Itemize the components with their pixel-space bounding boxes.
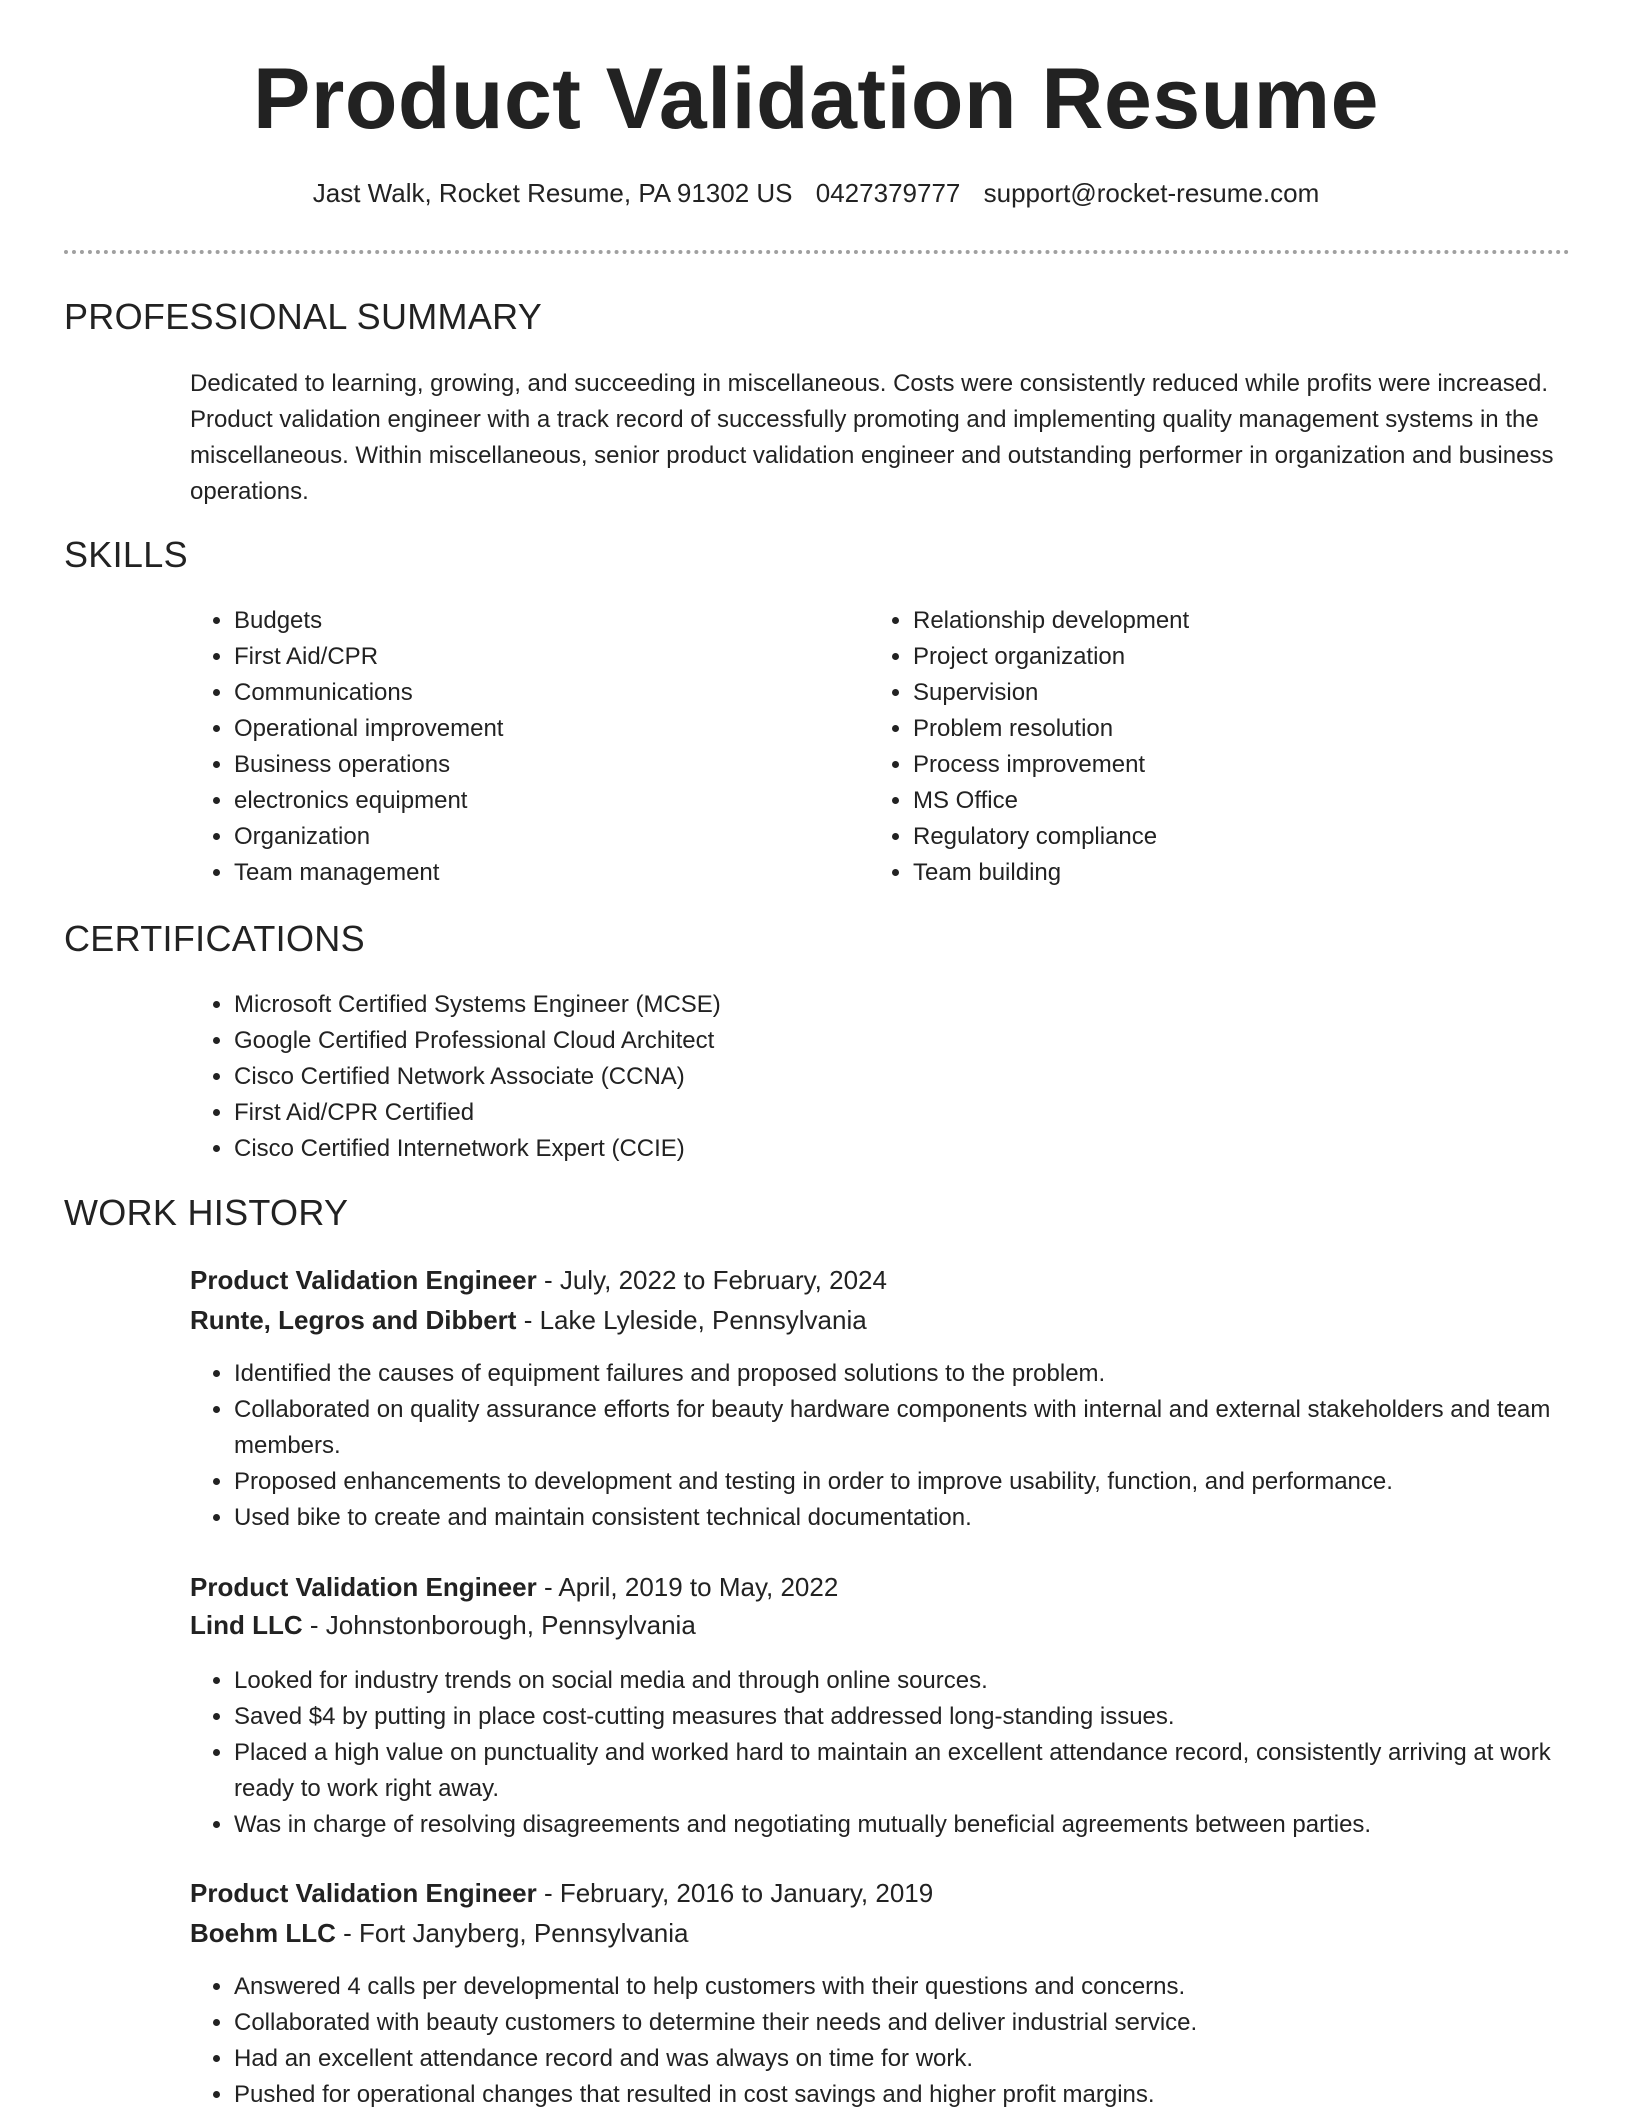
certifications-list — [190, 987, 1534, 1167]
list-item: • Team management — [234, 855, 854, 891]
job-bullets — [190, 1356, 1604, 1536]
list-item: • electronics equipment — [234, 783, 854, 819]
skills-list-left — [190, 603, 854, 891]
work-history-heading: WORK HISTORY — [64, 1192, 349, 1233]
list-item: • Proposed enhancements to development and testing in order to improve usability, function, and performance. — [234, 1464, 1604, 1500]
list-item: • Placed a high value on punctuality and worked hard to maintain an excellent attendance record, consistently arriving at work ready to work right away. — [234, 1735, 1604, 1807]
list-item: • Regulatory compliance — [913, 819, 1533, 855]
list-item: • Supervision — [913, 675, 1533, 711]
list-item: • First Aid/CPR — [234, 639, 854, 675]
list-item: • Pushed for operational changes that resulted in cost savings and higher profit margins. — [234, 2077, 1604, 2113]
summary-text: Dedicated to learning, growing, and succeeding in miscellaneous. Costs were consistently reduced while profits were increased. Product validation engineer with a track record of successfully promoting and implementing quality management systems in the miscellaneous. Within miscellaneous, senior product validation engineer and outstanding performer in organization and business operations. — [190, 370, 1554, 505]
job-company-line — [190, 1305, 867, 1336]
contact-address: Jast Walk, Rocket Resume, PA 91302 US — [312, 178, 793, 208]
job-location: - Johnstonborough, Pennsylvania — [302, 1610, 696, 1640]
job-dates: - July, 2022 to February, 2024 — [536, 1265, 887, 1295]
list-item: • Cisco Certified Internetwork Expert (CCIE) — [234, 1131, 1534, 1167]
list-item: • Microsoft Certified Systems Engineer (MCSE) — [234, 987, 1534, 1023]
list-item: • Was in charge of resolving disagreements and negotiating mutually beneficial agreements between parties. — [234, 1807, 1604, 1843]
job-bullets — [190, 1663, 1604, 1843]
job-location: - Lake Lyleside, Pennsylvania — [516, 1305, 867, 1335]
list-item: • Team building — [913, 855, 1533, 891]
job-title-line — [190, 1572, 838, 1603]
job-company: Boehm LLC — [190, 1918, 336, 1948]
list-item: • Answered 4 calls per developmental to help customers with their questions and concerns. — [234, 1969, 1604, 2005]
list-item: • Project organization — [913, 639, 1533, 675]
contact-line — [0, 178, 1632, 209]
contact-email[interactable]: support@rocket-resume.com — [983, 178, 1320, 208]
list-item: • Budgets — [234, 603, 854, 639]
job-dates: - April, 2019 to May, 2022 — [536, 1572, 839, 1602]
list-item: • Saved $4 by putting in place cost-cutting measures that addressed long-standing issues. — [234, 1699, 1604, 1735]
list-item: • MS Office — [913, 783, 1533, 819]
list-item: • Collaborated with beauty customers to determine their needs and deliver industrial service. — [234, 2005, 1604, 2041]
list-item: • Identified the causes of equipment failures and proposed solutions to the problem. — [234, 1356, 1604, 1392]
job-title-line — [190, 1265, 887, 1296]
list-item: • Relationship development — [913, 603, 1533, 639]
job-company: Runte, Legros and Dibbert — [190, 1305, 517, 1335]
list-item: • Organization — [234, 819, 854, 855]
resume-title: Product Validation Resume — [253, 51, 1379, 147]
list-item: • Google Certified Professional Cloud Architect — [234, 1023, 1534, 1059]
contact-phone: 0427379777 — [815, 178, 961, 208]
list-item: • Looked for industry trends on social media and through online sources. — [234, 1663, 1604, 1699]
job-title: Product Validation Engineer — [190, 1572, 537, 1602]
job-title: Product Validation Engineer — [190, 1265, 537, 1295]
job-company-line — [190, 1610, 696, 1641]
list-item: • First Aid/CPR Certified — [234, 1095, 1534, 1131]
list-item: • Collaborated on quality assurance efforts for beauty hardware components with internal and external stakeholders and team members. — [234, 1392, 1604, 1464]
certifications-heading: CERTIFICATIONS — [64, 918, 365, 959]
skills-list-right — [869, 603, 1533, 891]
skills-heading: SKILLS — [64, 534, 188, 575]
list-item: • Business operations — [234, 747, 854, 783]
list-item: • Process improvement — [913, 747, 1533, 783]
job-company: Lind LLC — [190, 1610, 303, 1640]
job-location: - Fort Janyberg, Pennsylvania — [335, 1918, 689, 1948]
header-divider — [64, 250, 1570, 254]
job-dates: - February, 2016 to January, 2019 — [536, 1878, 934, 1908]
list-item: • Operational improvement — [234, 711, 854, 747]
job-title-line — [190, 1878, 933, 1909]
list-item: • Problem resolution — [913, 711, 1533, 747]
list-item: • Cisco Certified Network Associate (CCNA) — [234, 1059, 1534, 1095]
list-item: • Used bike to create and maintain consistent technical documentation. — [234, 1500, 1604, 1536]
summary-heading: PROFESSIONAL SUMMARY — [64, 296, 543, 337]
job-bullets — [190, 1969, 1604, 2113]
job-company-line — [190, 1918, 689, 1949]
job-title: Product Validation Engineer — [190, 1878, 537, 1908]
list-item: • Communications — [234, 675, 854, 711]
list-item: • Had an excellent attendance record and was always on time for work. — [234, 2041, 1604, 2077]
